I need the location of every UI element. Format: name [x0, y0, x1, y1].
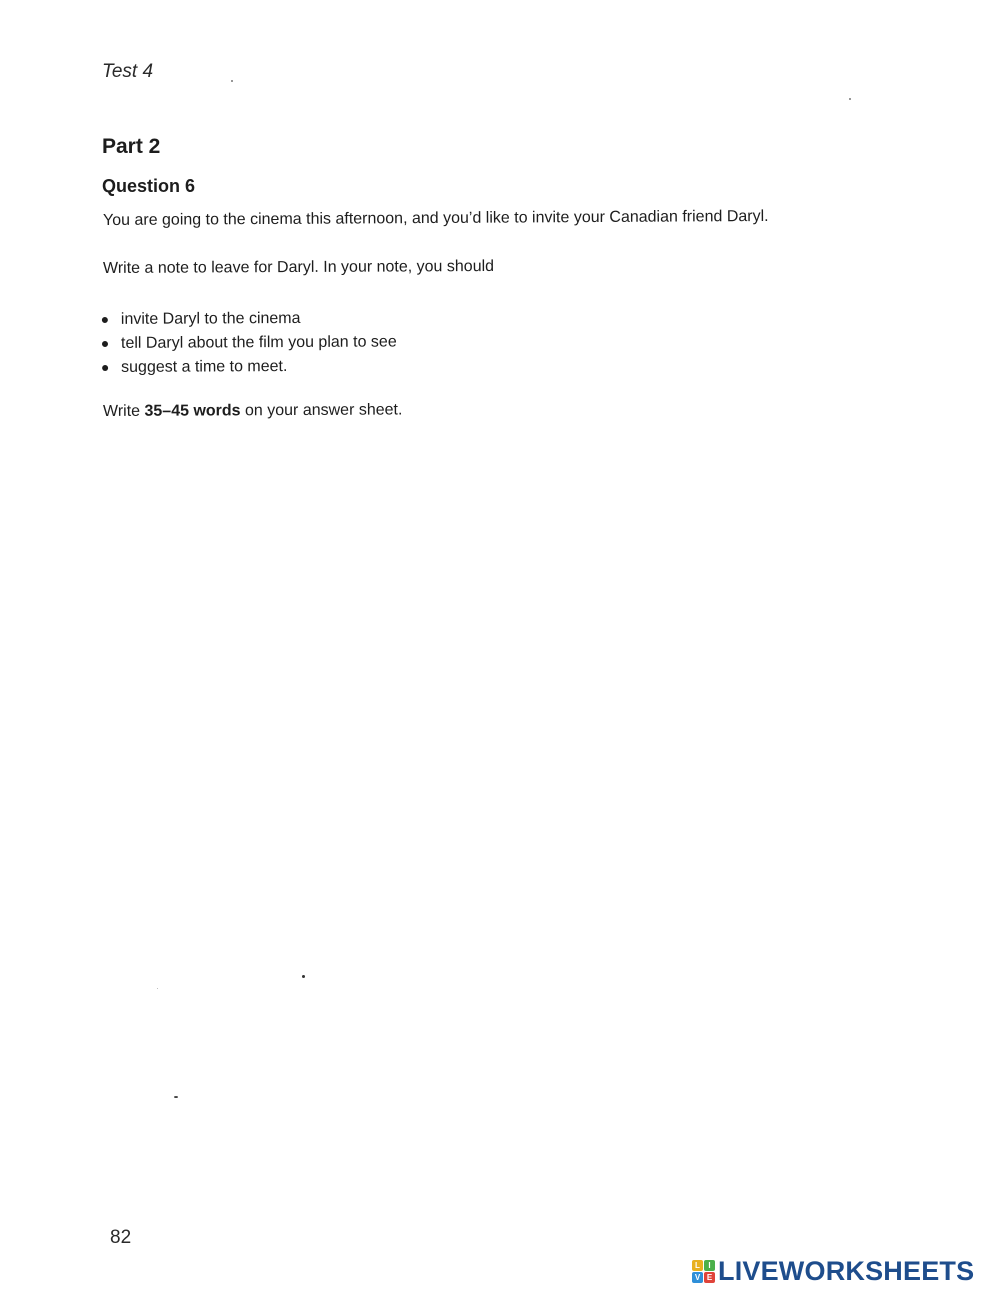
task-bullet-list: [102, 307, 397, 381]
bullet-text: invite Daryl to the cinema: [120, 309, 301, 328]
list-item: [102, 307, 397, 333]
scan-speck: [849, 98, 851, 100]
list-item: [102, 355, 397, 381]
liveworksheets-logo-icon: [692, 1260, 715, 1283]
word-limit-emphasis: 35–45 words: [144, 402, 241, 420]
question-title: Question 6: [102, 176, 196, 196]
logo-tile: V: [692, 1272, 703, 1283]
bullet-icon: [102, 365, 108, 371]
logo-tile: I: [704, 1260, 715, 1271]
bullet-icon: [102, 317, 108, 323]
list-item: [102, 331, 397, 357]
question-instruction: Write a note to leave for Daryl. In your note, you should: [102, 257, 495, 277]
bullet-text: suggest a time to meet.: [121, 358, 288, 376]
word-limit-suffix: on your answer sheet.: [240, 401, 403, 420]
page-number: 82: [110, 1227, 132, 1248]
question-intro: You are going to the cinema this afternoon, and you’d like to invite your Canadian friend Daryl.: [102, 207, 769, 229]
bullet-text: tell Daryl about the film you plan to see: [120, 333, 397, 352]
scan-speck: [302, 975, 305, 978]
bullet-icon: [102, 341, 108, 347]
word-limit-instruction: [103, 401, 403, 421]
scan-speck: [157, 988, 158, 989]
scan-speck: [174, 1096, 178, 1098]
logo-tile: L: [692, 1260, 703, 1271]
part-title: Part 2: [102, 135, 161, 158]
word-limit-prefix: Write: [102, 402, 145, 420]
liveworksheets-brand: LIVEWORKSHEETS: [718, 1255, 975, 1286]
logo-tile: E: [704, 1272, 715, 1283]
test-label: Test 4: [102, 61, 154, 82]
liveworksheets-logo: [692, 1255, 974, 1287]
scan-speck: [231, 80, 233, 82]
